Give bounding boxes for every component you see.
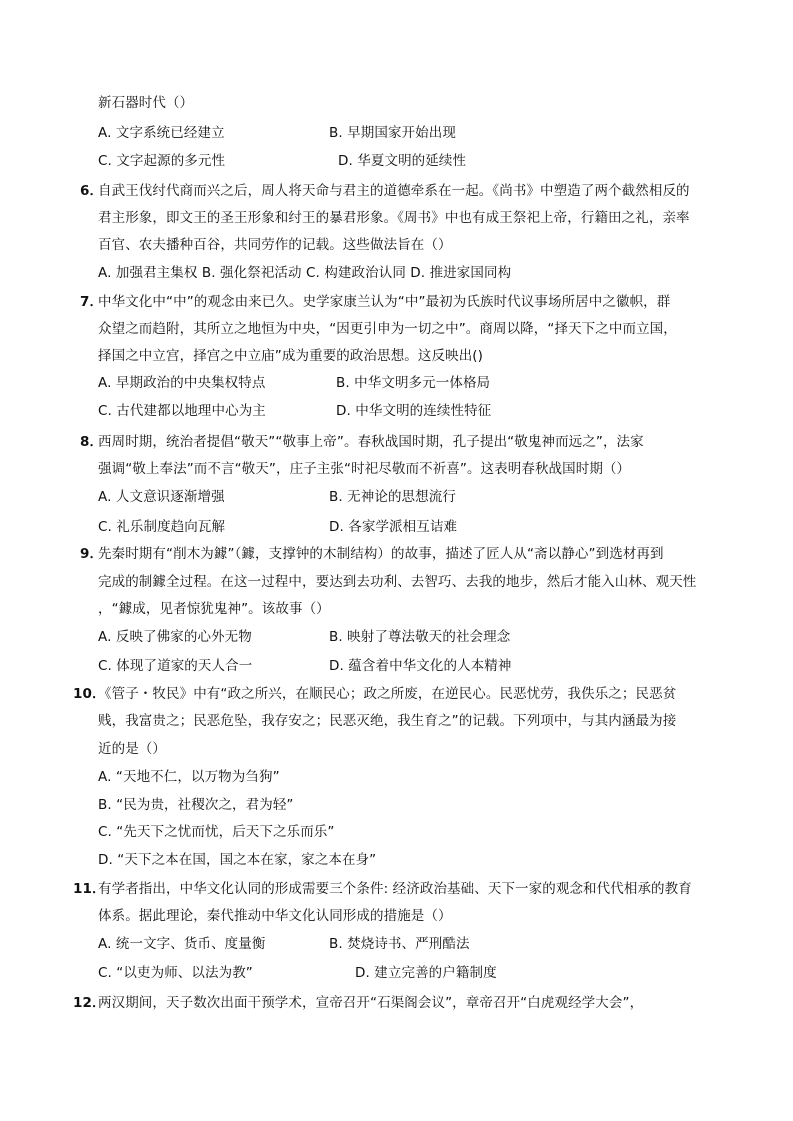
question-10-option-b: B. “民为贵，社稷次之，君为轻” (98, 797, 294, 813)
question-6-number: 6． (80, 183, 104, 199)
question-5-option-b: B. 早期国家开始出现 (329, 125, 456, 141)
question-11-option-a: A. 统一文字、货币、度量衡 (98, 936, 266, 952)
question-10-number: 10． (73, 686, 106, 702)
question-8-number: 8． (80, 434, 104, 450)
question-8-stem-line-2: 强调“敬上奉法”而不言“敬天”，庄子主张“时祀尽敬而不祈喜”。这表明春秋战国时期（） (98, 461, 631, 477)
question-8-option-c: C. 礼乐制度趋向瓦解 (98, 519, 226, 535)
question-11-number: 11． (73, 881, 106, 897)
question-7-stem-line-3: 择国之中立宫，择宫之中立庙”成为重要的政治思想。这反映出() (98, 348, 484, 364)
question-11-stem-line-1: 有学者指出，中华文化认同的形成需要三个条件: 经济政治基础、天下一家的观念和代代相承的教育 (98, 881, 692, 897)
question-5-stem-tail: 新石器时代（） (98, 95, 194, 111)
question-10-stem-line-3: 近的是（） (98, 741, 166, 757)
question-7-number: 7． (80, 294, 104, 310)
question-5-option-a: A. 文字系统已经建立 (98, 125, 225, 141)
question-10-option-a: A. “天地不仁，以万物为刍狗” (98, 769, 280, 785)
question-9-stem-line-3: ，“鐻成，见者惊犹鬼神”。该故事（） (98, 601, 330, 617)
question-7-stem-line-1: 中华文化中“中”的观念由来已久。史学家康兰认为“中”最初为氏族时代议事场所居中之徽帜，群 (98, 294, 671, 310)
question-9-option-c: C. 体现了道家的天人合一 (98, 658, 253, 674)
question-11-option-b: B. 焚烧诗书、严刑酷法 (329, 936, 470, 952)
question-7-option-b: B. 中华文明多元一体格局 (336, 375, 491, 391)
question-10-stem-line-1: 《管子・牧民》中有“政之所兴，在顺民心；政之所废，在逆民心。民恶忧劳，我佚乐之；民恶贫 (98, 686, 677, 702)
question-9-stem-line-1: 先秦时期有“削木为鐻”（鐻，支撑钟的木制结构）的故事，描述了匠人从“斋以静心”到选材再到 (98, 546, 664, 562)
question-12-number: 12． (73, 995, 106, 1011)
question-8-option-b: B. 无神论的思想流行 (329, 489, 456, 505)
question-7-option-c: C. 古代建都以地理中心为主 (98, 403, 266, 419)
question-5-option-c: C. 文字起源的多元性 (98, 153, 226, 169)
question-11-stem-line-2: 体系。据此理论，秦代推动中华文化认同形成的措施是（） (98, 908, 452, 924)
question-9-option-a: A. 反映了佛家的心外无物 (98, 629, 252, 645)
question-9-option-d: D. 蕴含着中华文化的人本精神 (329, 658, 512, 674)
question-12-stem-line-1: 两汉期间，天子数次出面干预学术，宣帝召开“石渠阁会议”，章帝召开“白虎观经学大会”， (98, 995, 644, 1011)
question-10-option-d: D. “天下之本在国，国之本在家，家之本在身” (98, 852, 377, 868)
question-9-number: 9． (80, 546, 104, 562)
question-11-option-d: D. 建立完善的户籍制度 (355, 965, 497, 981)
question-5-option-d: D. 华夏文明的延续性 (338, 153, 467, 169)
question-6-options: A. 加强君主集权 B. 强化祭祀活动 C. 构建政治认同 D. 推进家国同构 (98, 265, 512, 281)
question-8-stem-line-1: 西周时期，统治者提倡“敬天”“敬事上帝”。春秋战国时期，孔子提出“敬鬼神而远之”，法家 (98, 434, 644, 450)
question-7-option-a: A. 早期政治的中央集权特点 (98, 375, 266, 391)
question-7-stem-line-2: 众望之而趋附，其所立之地恒为中央，“因更引申为一切之中”。商周以降，“择天下之中而立国， (98, 321, 677, 337)
question-7-option-d: D. 中华文明的连续性特征 (336, 403, 492, 419)
question-8-option-d: D. 各家学派相互诘难 (329, 519, 458, 535)
question-9-option-b: B. 映射了尊法敬天的社会理念 (329, 629, 511, 645)
question-8-option-a: A. 人文意识逐渐增强 (98, 489, 225, 505)
question-6-stem-line-1: 自武王伐纣代商而兴之后，周人将天命与君主的道德牵系在一起。《尚书》中塑造了两个截然相反的 (98, 183, 690, 199)
question-10-stem-line-2: 贱，我富贵之；民恶危坠，我存安之；民恶灭绝，我生育之”的记载。下列项中，与其内涵最为接 (98, 713, 677, 729)
question-11-option-c: C. “以吏为师、以法为教” (98, 965, 253, 981)
question-6-stem-line-3: 百官、农夫播种百谷，共同劳作的记载。这些做法旨在（） (98, 237, 452, 253)
question-6-stem-line-2: 君主形象，即文王的圣王形象和纣王的暴君形象。《周书》中也有成王祭祀上帝，行籍田之礼，亲率 (98, 210, 690, 226)
question-10-option-c: C. “先天下之忧而忧，后天下之乐而乐” (98, 824, 335, 840)
question-9-stem-line-2: 完成的制鐻全过程。在这一过程中，要达到去功利、去智巧、去我的地步，然后才能入山林、观天性 (98, 574, 697, 590)
